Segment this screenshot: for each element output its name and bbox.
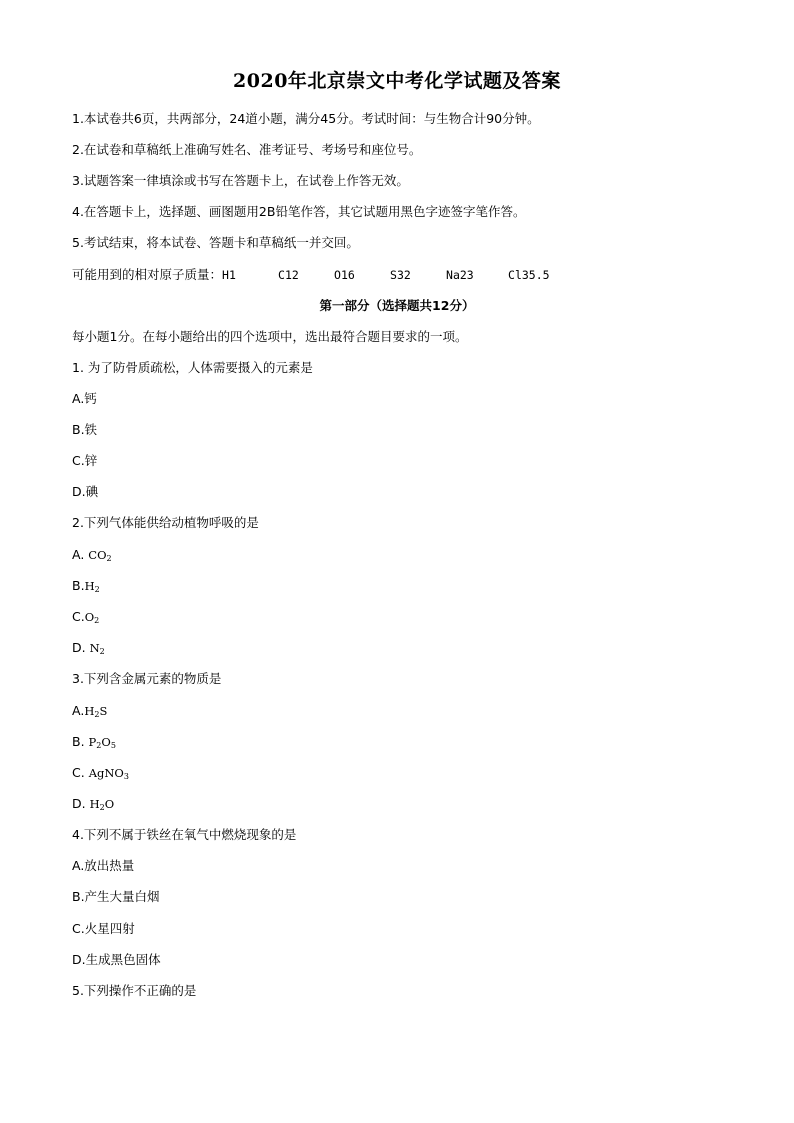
question-2-option-a: A. $CO_2$: [72, 547, 112, 563]
question-1-option-d: D.碘: [72, 484, 99, 499]
instruction-2: 2.在试卷和草稿纸上准确写姓名、准考证号、考场号和座位号。: [72, 142, 422, 157]
section-1-title: 第一部分（选择题共12分）: [319, 298, 475, 313]
question-4-stem: 4.下列不属于铁丝在氧气中燃烧现象的是: [72, 827, 297, 842]
question-1-stem: 1. 为了防骨质疏松，人体需要摄入的元素是: [72, 360, 313, 375]
question-5-stem: 5.下列操作不正确的是: [72, 983, 197, 998]
page-title: 2020年北京崇文中考化学试题及答案: [233, 70, 561, 92]
atomic-masses: [72, 267, 550, 283]
mass-c: C12: [278, 268, 299, 282]
question-1-option-c: C.锌: [72, 453, 98, 468]
instruction-5: 5.考试结束，将本试卷、答题卡和草稿纸一并交回。: [72, 235, 359, 250]
mass-o: O16: [334, 268, 355, 282]
question-4-option-c: C.火星四射: [72, 921, 135, 936]
question-2-option-b: $B.H_2$: [72, 578, 100, 594]
question-3-stem: 3.下列含金属元素的物质是: [72, 671, 222, 686]
question-1-option-b: B.铁: [72, 422, 98, 437]
question-3-option-b: B. $P_2O_5$: [72, 734, 116, 750]
question-3-option-c: C. AgNO$_3$: [72, 765, 129, 781]
question-1-option-a: A.钙: [72, 391, 97, 406]
atomic-masses-label: 可能用到的相对原子质量：: [72, 267, 223, 282]
question-3-option-d: D. $H_2O$: [72, 796, 115, 812]
question-4-option-a: A.放出热量: [72, 858, 135, 873]
instruction-1: 1.本试卷共6页，共两部分，24道小题，满分45分。考试时间：与生物合计90分钟。: [72, 111, 540, 126]
instruction-3: 3.试题答案一律填涂或书写在答题卡上，在试卷上作答无效。: [72, 173, 409, 188]
section-1-intro: 每小题1分。在每小题给出的四个选项中，选出最符合题目要求的一项。: [72, 329, 468, 344]
question-4-option-d: D.生成黑色固体: [72, 952, 161, 967]
mass-h: H1: [222, 268, 236, 282]
mass-na: Na23: [446, 268, 474, 282]
mass-s: S32: [390, 268, 411, 282]
mass-cl: Cl35.5: [508, 268, 550, 282]
instruction-4: 4.在答题卡上，选择题、画图题用2B铅笔作答，其它试题用黑色字迹签字笔作答。: [72, 204, 526, 219]
question-4-option-b: B.产生大量白烟: [72, 889, 160, 904]
question-2-option-d: D. $N_2$: [72, 640, 105, 656]
question-2-stem: 2.下列气体能供给动植物呼吸的是: [72, 515, 259, 530]
question-2-option-c: $C.O_2$: [72, 609, 100, 625]
question-3-option-a: $A.H_2S$: [72, 703, 108, 719]
